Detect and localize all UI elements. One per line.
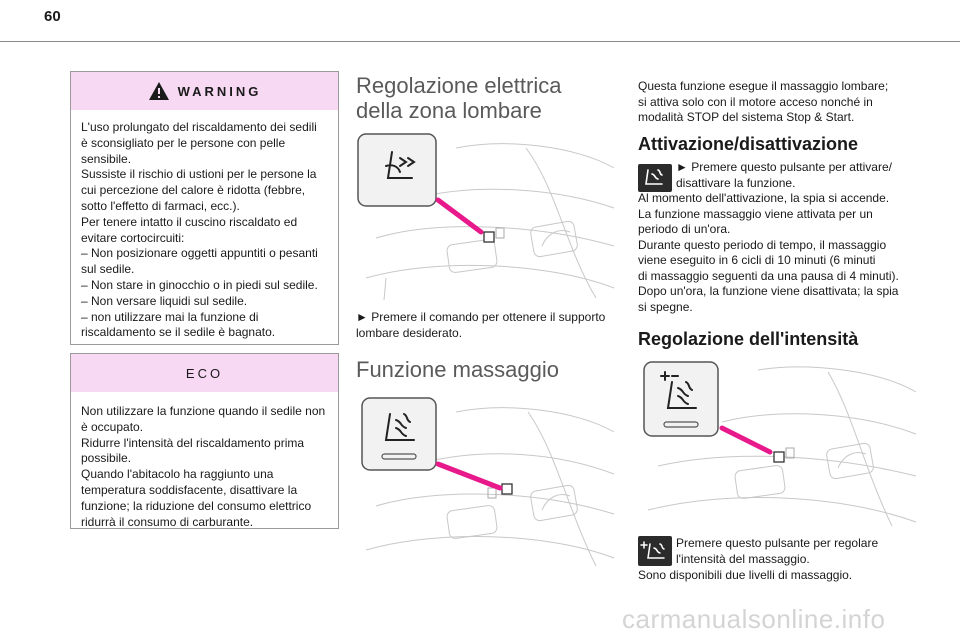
warning-line: – Non stare in ginocchio o in piedi sul sedile. [81, 277, 318, 292]
eco-text [71, 392, 338, 530]
warning-line: – Non versare liquidi sul sedile. [81, 293, 248, 308]
eco-line: ridurrà il consumo di carburante. [81, 514, 254, 529]
warning-line: Per tenere intatto il cuscino riscaldato ed [81, 214, 298, 229]
warning-line: sensibile. [81, 151, 132, 166]
intensity-control-illustration [638, 358, 918, 528]
intensity-note: Sono disponibili due livelli di massaggio. [638, 568, 853, 582]
activation-heading: Attivazione/disattivazione [638, 134, 859, 154]
warning-line: cui percezione del calore è ridotta (febbre, [81, 183, 306, 198]
intensity-button-icon [638, 536, 672, 566]
activation-line: di massaggio seguenti da una pausa di 4 minuti). [638, 268, 899, 283]
warning-line: – Non posizionare oggetti appuntiti o pesanti [81, 246, 318, 261]
intro-line: Questa funzione esegue il massaggio lombare; [638, 79, 889, 93]
intensity-instruction-line: l'intensità del massaggio. [676, 551, 810, 566]
activation-line: Durante questo periodo di tempo, il massaggio [638, 237, 887, 252]
warning-text [71, 110, 338, 341]
lumbar-instruction-line: ► Premere il comando per ottenere il supporto [356, 310, 606, 324]
eco-box [70, 353, 339, 529]
activation-line: Dopo un'ora, la funzione viene disattivata; la spia [638, 284, 899, 298]
warning-line: riscaldamento se il sedile è bagnato. [81, 325, 276, 340]
activation-line: La funzione massaggio viene attivata per un [638, 206, 873, 221]
activation-instruction-line: ► Premere questo pulsante per attivare/ [676, 160, 892, 174]
warning-box [70, 71, 339, 345]
activation-instruction-line: disattivare la funzione. [676, 175, 796, 190]
lumbar-button [484, 232, 494, 242]
warning-line: è sconsigliato per le persone con pelle [81, 135, 286, 150]
eco-header [71, 354, 338, 392]
activation-line: periodo di un'ora. [638, 222, 731, 236]
warning-line: L'uso prolungato del riscaldamento dei sedili [81, 120, 317, 134]
intensity-instruction-line: Premere questo pulsante per regolare [676, 536, 879, 550]
eco-line: possibile. [81, 451, 132, 466]
massage-intro [638, 79, 938, 126]
pointer-arrow [722, 428, 770, 452]
intro-line: modalità STOP del sistema Stop & Start. [638, 110, 855, 124]
lumbar-instruction [356, 310, 618, 341]
warning-line: – non utilizzare mai la funzione di [81, 309, 259, 324]
eco-line: Ridurre l'intensità del riscaldamento prima [81, 435, 305, 450]
page-number: 60 [44, 8, 61, 25]
lumbar-heading-line: Regolazione elettrica [356, 73, 562, 98]
eco-line: Quando l'abitacolo ha raggiunto una [81, 467, 274, 482]
lumbar-instruction-line: lombare desiderato. [356, 325, 463, 340]
warning-line: sotto l'effetto di farmaci, ecc.). [81, 198, 240, 213]
eco-line: temperatura soddisfacente, disattivare la [81, 482, 298, 497]
lumbar-heading-line: della zona lombare [356, 98, 542, 123]
warning-title: WARNING [177, 83, 262, 99]
massage-button-icon [638, 164, 672, 192]
activation-line: Al momento dell'attivazione, la spia si accende. [638, 191, 890, 205]
lumbar-heading [356, 73, 561, 123]
watermark: carmanualsonline.info [622, 604, 886, 634]
warning-line: sul sedile. [81, 262, 135, 277]
massage-heading: Funzione massaggio [356, 357, 560, 382]
eco-line: è occupato. [81, 419, 144, 434]
eco-line: Non utilizzare la funzione quando il sedile non [81, 404, 326, 418]
intensity-heading: Regolazione dell'intensità [638, 329, 859, 349]
lumbar-control-illustration [356, 128, 618, 300]
header-rule [0, 41, 960, 42]
warning-line: Sussiste il rischio di ustioni per le persone la [81, 167, 317, 182]
pointer-arrow [438, 464, 500, 488]
activation-body [638, 191, 948, 315]
activation-line: si spegne. [638, 299, 693, 314]
activation-line: viene eseguito in 6 cicli di 10 minuti (6 minuti [638, 253, 876, 267]
eco-title: ECO [185, 365, 224, 381]
warning-header [71, 72, 338, 110]
eco-line: funzione; la riduzione del consumo elettrico [81, 498, 312, 513]
massage-control-illustration [356, 390, 618, 568]
activation-instruction [676, 160, 938, 191]
intro-line: si attiva solo con il motore acceso nonché in [638, 94, 873, 109]
warning-triangle-icon [148, 81, 170, 101]
intensity-instruction [676, 536, 936, 567]
warning-line: evitare cortocircuiti: [81, 230, 185, 245]
